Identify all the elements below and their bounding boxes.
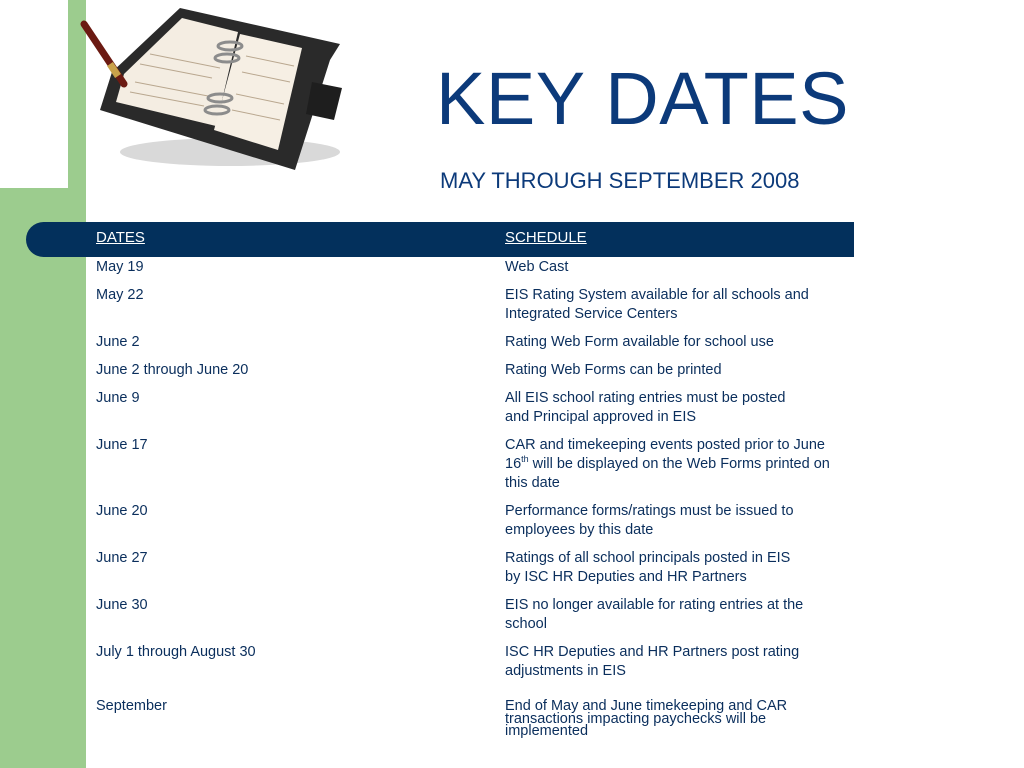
table-cell-schedule: Rating Web Form available for school use xyxy=(505,334,774,350)
table-cell-date: May 22 xyxy=(96,287,144,303)
schedule-text-part: will be displayed on the Web Forms printed on this date xyxy=(505,456,830,491)
page-subtitle: MAY THROUGH SEPTEMBER 2008 xyxy=(440,168,800,193)
table-cell-schedule: End of May and June timekeeping and CAR transactions impacting paychecks will be implemented xyxy=(505,698,788,739)
table-cell-date: June 20 xyxy=(96,503,148,519)
table-cell-schedule: EIS no longer available for rating entries at the school xyxy=(505,597,804,632)
table-cell-schedule: Performance forms/ratings must be issued to employees by this date xyxy=(505,503,794,538)
table-cell-schedule: ISC HR Deputies and HR Partners post rating adjustments in EIS xyxy=(505,644,800,679)
table-cell-date: June 17 xyxy=(96,437,148,453)
table-header-band xyxy=(26,222,854,257)
table-cell-schedule xyxy=(505,436,865,493)
table-cell-date: June 2 xyxy=(96,334,140,350)
table-cell-schedule: Web Cast xyxy=(505,259,569,275)
table-cell-date: July 1 through August 30 xyxy=(96,644,256,660)
table-cell-schedule: EIS Rating System available for all schools and Integrated Service Centers xyxy=(505,287,809,322)
left-white-tab xyxy=(0,0,68,188)
table-cell-schedule: All EIS school rating entries must be posted and Principal approved in EIS xyxy=(505,390,786,425)
table-cell-schedule: Rating Web Forms can be printed xyxy=(505,362,722,378)
table-cell-schedule: Ratings of all school principals posted in EIS by ISC HR Deputies and HR Partners xyxy=(505,550,791,585)
planner-notebook-image xyxy=(80,2,350,172)
column-header-schedule: SCHEDULE xyxy=(505,229,587,246)
table-cell-date: May 19 xyxy=(96,259,144,275)
ordinal-suffix: th xyxy=(521,454,529,465)
table-cell-date: June 2 through June 20 xyxy=(96,362,249,378)
page-title: KEY DATES xyxy=(436,57,850,140)
table-cell-date: June 30 xyxy=(96,597,148,613)
table-cell-date: June 9 xyxy=(96,390,140,406)
table-cell-date: September xyxy=(96,698,167,714)
schedule-text-part: CAR and timekeeping events posted prior to June 16 xyxy=(505,437,825,472)
table-cell-date: June 27 xyxy=(96,550,148,566)
column-header-dates: DATES xyxy=(96,229,145,246)
